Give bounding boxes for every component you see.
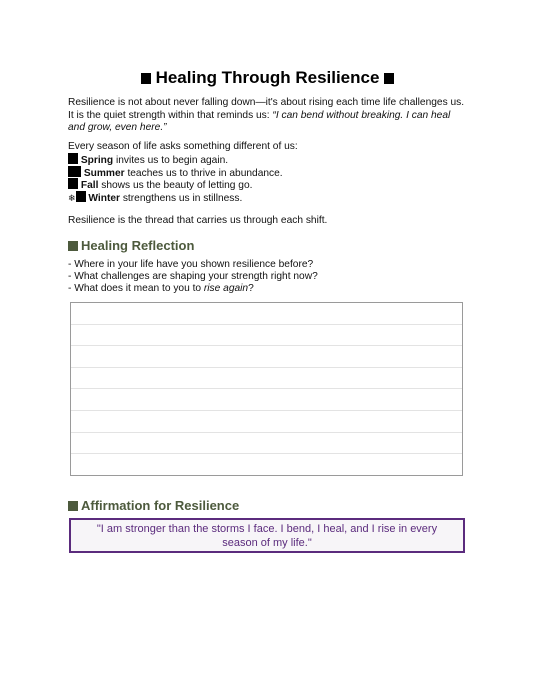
affirmation-box: [69, 518, 465, 553]
intro-text: Resilience is not about never falling down—it's about rising each time life challenges us. It is the quiet strength within that reminds us:: [68, 97, 465, 121]
spring-square-icon: [68, 153, 78, 164]
writing-line[interactable]: [71, 389, 462, 411]
writing-line[interactable]: [71, 433, 462, 455]
seasons-lead: Every season of life asks something different of us:: [68, 141, 298, 152]
intro-quote: “I can bend without breaking. I can heal and grow, even here.”: [68, 109, 451, 133]
reflection-question-2: - What challenges are shaping your strength right now?: [68, 271, 318, 282]
summer-square-icon: [68, 166, 81, 177]
writing-line[interactable]: [71, 325, 462, 347]
title-square-icon-left: [141, 73, 151, 84]
reflection-heading-text: Healing Reflection: [81, 238, 195, 253]
winter-square-icon: [76, 191, 86, 202]
q3-end: ?: [248, 283, 254, 294]
writing-line[interactable]: [71, 411, 462, 433]
winter-snowflake-icon: ❄: [68, 192, 76, 203]
season-name: Spring: [80, 155, 114, 166]
season-name: Summer: [83, 167, 125, 179]
affirmation-heading: [68, 498, 239, 513]
reflection-writing-box[interactable]: [70, 302, 463, 476]
season-name: Fall: [80, 180, 99, 191]
q3-text: - What does it mean to you to: [68, 283, 204, 294]
fall-square-icon: [68, 178, 78, 189]
writing-line[interactable]: [71, 346, 462, 368]
intro-paragraph: [68, 97, 468, 135]
page-title: [0, 68, 535, 88]
thread-paragraph: Resilience is the thread that carries us through each shift.: [68, 215, 328, 226]
season-text: strengthens us in stillness.: [120, 192, 243, 204]
writing-line[interactable]: [71, 454, 462, 476]
affirmation-text: "I am stronger than the storms I face. I bend, I heal, and I rise in every season of my life.": [96, 523, 438, 549]
reflection-heading: [68, 238, 194, 253]
reflection-square-icon: [68, 241, 78, 251]
season-name: Winter: [88, 192, 120, 204]
season-text: teaches us to thrive in abundance.: [124, 167, 283, 179]
page-title-text: Healing Through Resilience: [155, 68, 380, 87]
writing-line[interactable]: [71, 368, 462, 390]
writing-line[interactable]: [71, 303, 462, 325]
affirmation-square-icon: [68, 501, 78, 511]
season-text: invites us to begin again.: [113, 155, 229, 166]
affirmation-heading-text: Affirmation for Resilience: [81, 498, 240, 513]
q3-emphasis: rise again: [203, 283, 249, 294]
season-item-winter: [68, 191, 468, 206]
reflection-question-3: [68, 283, 468, 296]
season-text: shows us the beauty of letting go.: [98, 180, 253, 191]
reflection-question-1: - Where in your life have you shown resilience before?: [68, 259, 314, 270]
title-square-icon-right: [384, 73, 394, 84]
